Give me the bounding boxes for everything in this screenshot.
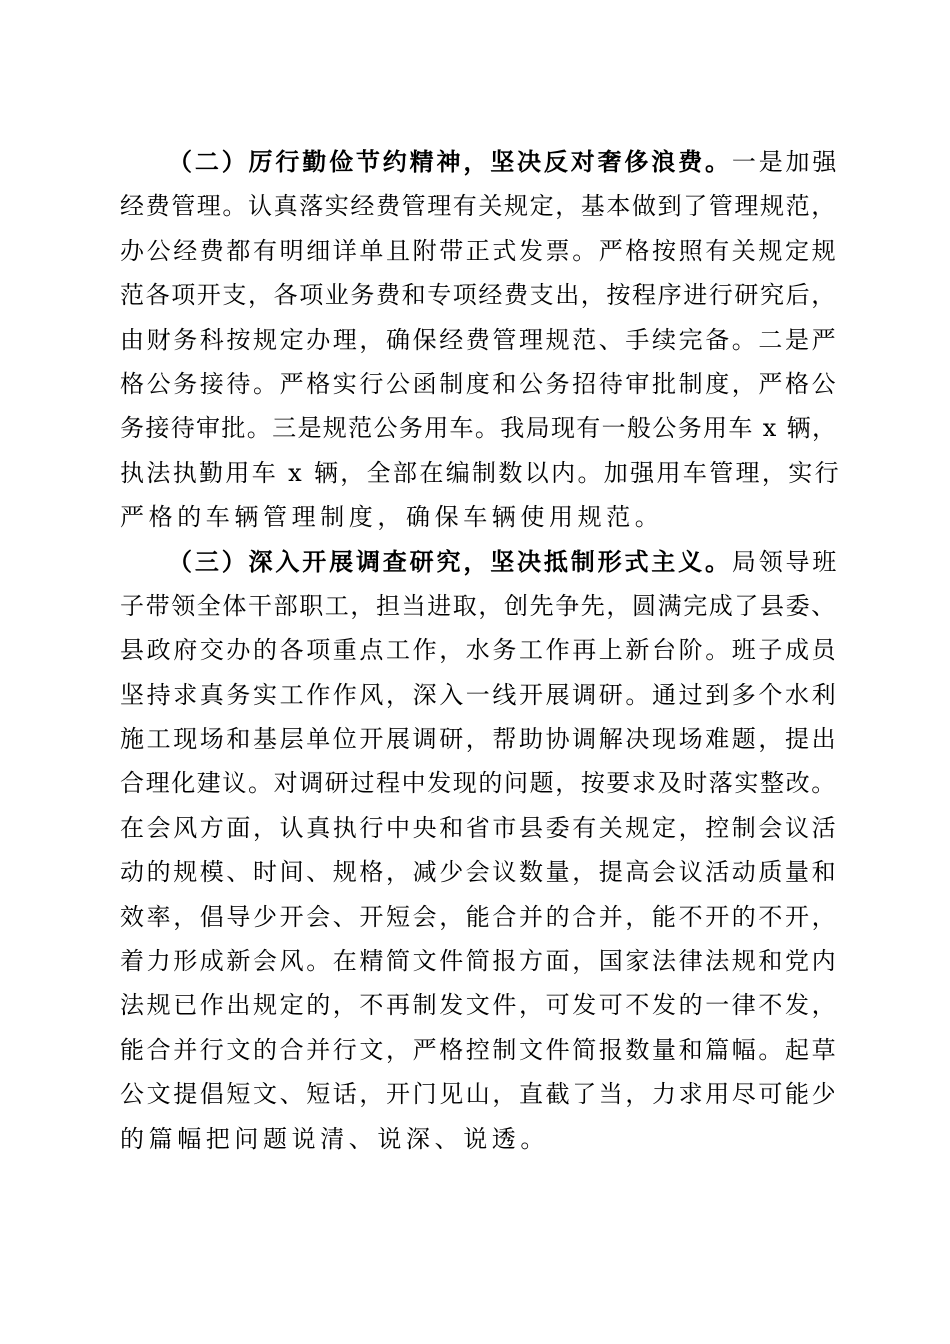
paragraph-line: 效率，倡导少开会、开短会，能合并的合并，能不开的不开， — [120, 902, 839, 931]
paragraph-line: 在会风方面，认真执行中央和省市县委有关规定，控制会议活 — [120, 813, 839, 842]
paragraph-line: 合理化建议。对调研过程中发现的问题，按要求及时落实整改。 — [120, 769, 837, 798]
paragraph-text: 局领导班 — [731, 547, 840, 576]
paragraph-line: 务接待审批。三是规范公务用车。我局现有一般公务用车 x 辆， — [120, 414, 838, 443]
paragraph-line: 格公务接待。严格实行公函制度和公务招待审批制度，严格公 — [120, 369, 839, 398]
paragraph-line: 着力形成新会风。在精简文件简报方面，国家法律法规和党内 — [120, 947, 839, 976]
paragraph-line: 由财务科按规定办理，确保经费管理规范、手续完备。二是严 — [120, 325, 839, 354]
paragraph-line: 范各项开支，各项业务费和专项经费支出，按程序进行研究后， — [120, 281, 837, 310]
paragraph-line: 施工现场和基层单位开展调研，帮助协调解决现场难题，提出 — [120, 725, 839, 754]
paragraph-first-line — [120, 540, 840, 584]
paragraph-3 — [120, 540, 840, 1161]
paragraph-line: 执法执勤用车 x 辆，全部在编制数以内。加强用车管理，实行 — [120, 458, 841, 487]
paragraph-2 — [120, 140, 840, 540]
paragraph-line: 办公经费都有明细详单且附带正式发票。严格按照有关规定规 — [120, 236, 839, 265]
paragraph-line: 的篇幅把问题说清、说深、说透。 — [120, 1124, 549, 1153]
paragraph-line: 严格的车辆管理制度，确保车辆使用规范。 — [120, 503, 664, 532]
paragraph-text: 一是加强 — [731, 148, 840, 176]
paragraph-line: 动的规模、时间、规格，减少会议数量，提高会议活动质量和 — [120, 858, 839, 887]
paragraph-line: 县政府交办的各项重点工作，水务工作再上新台阶。班子成员 — [120, 636, 839, 665]
paragraph-line: 子带领全体干部职工，担当进取，创先争先，圆满完成了县委、 — [120, 591, 837, 620]
paragraph-heading: （二）厉行勤俭节约精神，坚决反对奢侈浪费。 — [168, 147, 732, 176]
paragraph-first-line — [120, 140, 840, 184]
paragraph-line: 坚持求真务实工作作风，深入一线开展调研。通过到多个水利 — [120, 680, 839, 709]
paragraph-line: 法规已作出规定的，不再制发文件，可发可不发的一律不发， — [120, 991, 839, 1020]
paragraph-line: 能合并行文的合并行文，严格控制文件简报数量和篇幅。起草 — [120, 1035, 839, 1064]
document-body — [120, 140, 840, 1161]
paragraph-line: 公文提倡短文、短话，开门见山，直截了当，力求用尽可能少 — [120, 1080, 839, 1109]
paragraph-line: 经费管理。认真落实经费管理有关规定，基本做到了管理规范， — [120, 192, 837, 221]
paragraph-heading: （三）深入开展调查研究，坚决抵制形式主义。 — [168, 546, 732, 576]
